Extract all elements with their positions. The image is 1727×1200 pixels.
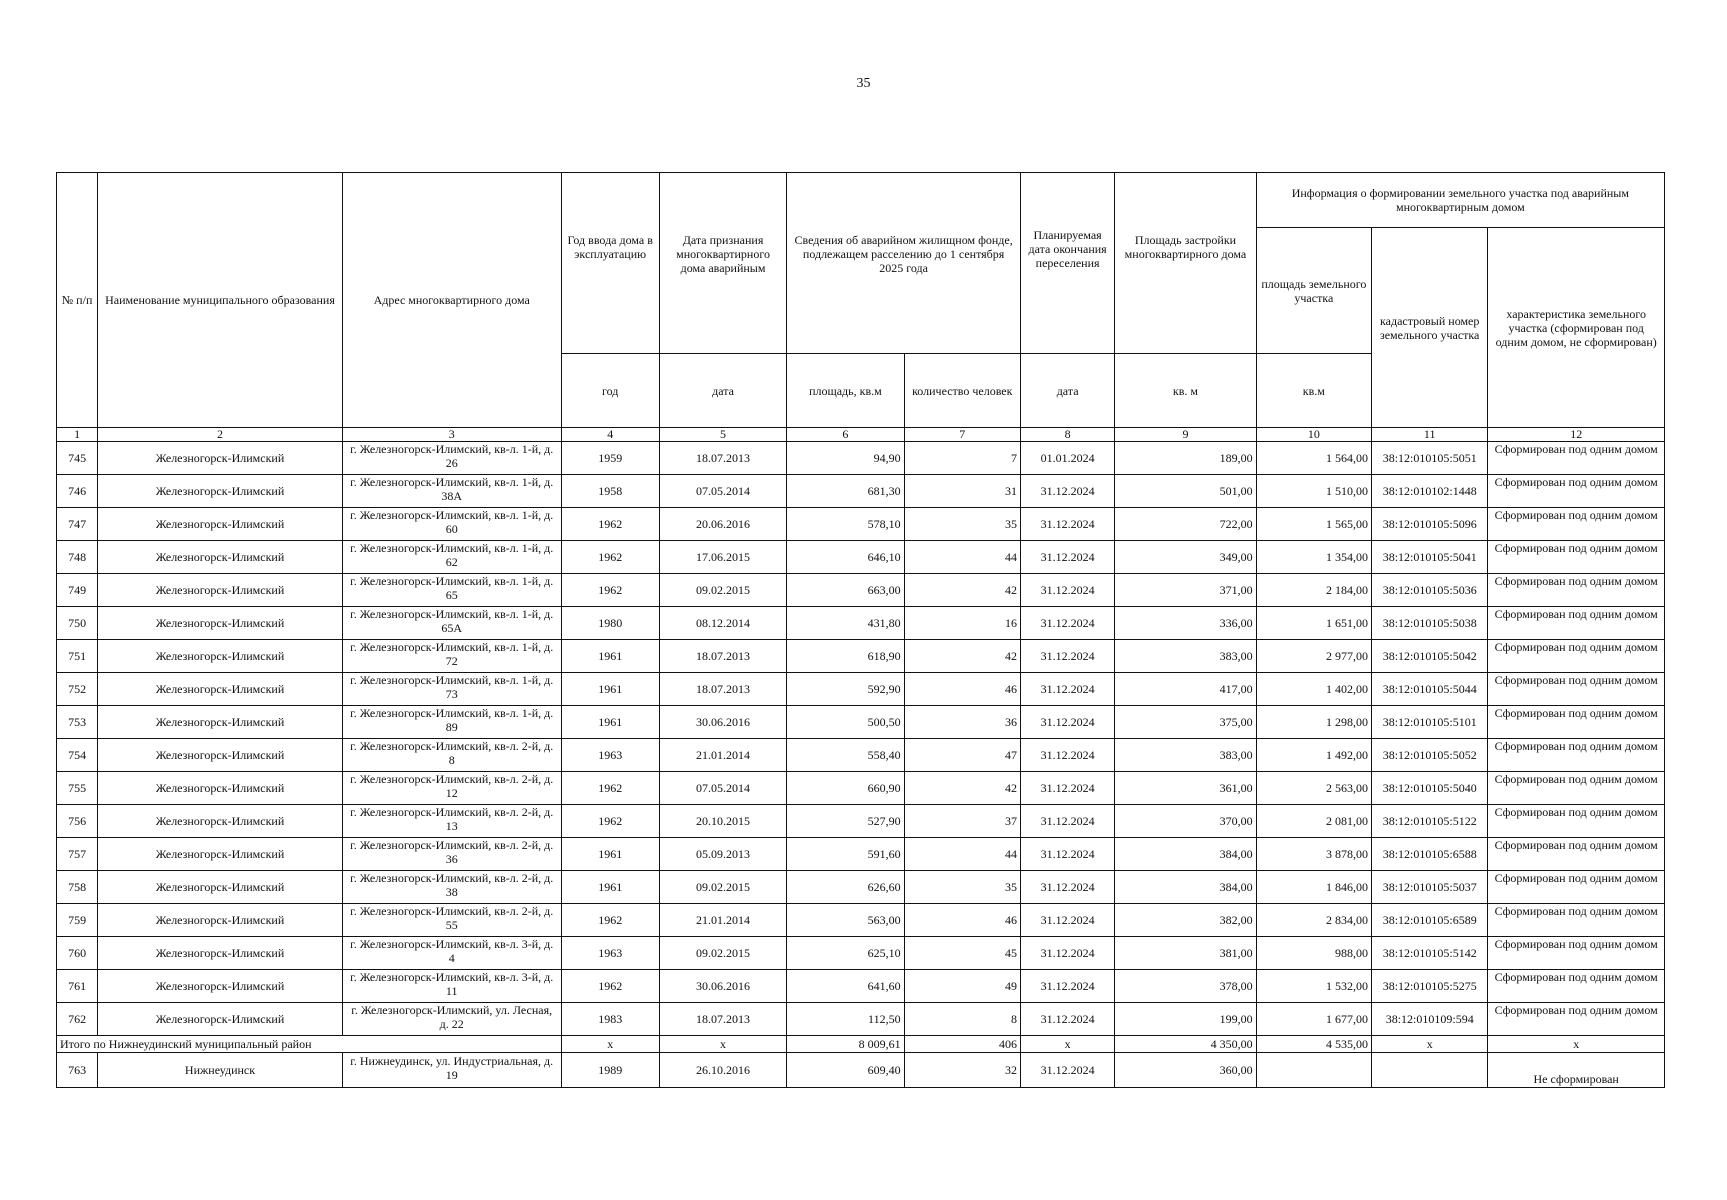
row-num: 745 [57, 442, 98, 475]
row-land-area: 3 878,00 [1256, 838, 1371, 871]
row-building-area: 361,00 [1115, 772, 1256, 805]
table-row [57, 475, 1665, 508]
row-planned-date: 31.12.2024 [1020, 640, 1114, 673]
row-address: г. Железногорск-Илимский, кв-л. 1-й, д. 73 [342, 673, 561, 706]
table-row [57, 607, 1665, 640]
row-area: 663,00 [787, 574, 904, 607]
table-row [57, 838, 1665, 871]
row-num: 747 [57, 508, 98, 541]
row-area: 681,30 [787, 475, 904, 508]
row-land-area: 1 564,00 [1256, 442, 1371, 475]
row-people: 42 [904, 772, 1020, 805]
row-planned-date: 31.12.2024 [1020, 574, 1114, 607]
row-cadastral: 38:12:010105:6589 [1372, 904, 1488, 937]
column-number: 3 [342, 428, 561, 442]
total-cadastral: х [1372, 1036, 1488, 1053]
row-planned-date: 31.12.2024 [1020, 706, 1114, 739]
row-land-area: 1 402,00 [1256, 673, 1371, 706]
row-building-area: 384,00 [1115, 838, 1256, 871]
unit-people: количество человек [904, 354, 1020, 428]
row-land-char: Сформирован под одним домом [1488, 904, 1665, 937]
table-row [57, 739, 1665, 772]
row-planned-date: 31.12.2024 [1020, 541, 1114, 574]
row-area: 641,60 [787, 970, 904, 1003]
row-municipality: Железногорск-Илимский [98, 739, 343, 772]
header-address: Адрес многоквартирного дома [342, 173, 561, 428]
unit-building-area: кв. м [1115, 354, 1256, 428]
row-people: 16 [904, 607, 1020, 640]
row-people: 46 [904, 904, 1020, 937]
row-address: г. Железногорск-Илимский, кв-л. 1-й, д. 60 [342, 508, 561, 541]
row-address: г. Железногорск-Илимский, кв-л. 2-й, д. 38 [342, 871, 561, 904]
row-land-char: Сформирован под одним домом [1488, 937, 1665, 970]
row-address: г. Железногорск-Илимский, кв-л. 1-й, д. 62 [342, 541, 561, 574]
row-area: 646,10 [787, 541, 904, 574]
row-municipality: Железногорск-Илимский [98, 508, 343, 541]
row-address: г. Железногорск-Илимский, кв-л. 2-й, д. 36 [342, 838, 561, 871]
row-planned-date: 31.12.2024 [1020, 1053, 1114, 1088]
header-municipality: Наименование муниципального образования [98, 173, 343, 428]
unit-land-area: кв.м [1256, 354, 1371, 428]
column-number: 6 [787, 428, 904, 442]
row-cadastral: 38:12:010105:5041 [1372, 541, 1488, 574]
row-municipality: Железногорск-Илимский [98, 706, 343, 739]
row-people: 36 [904, 706, 1020, 739]
row-building-area: 336,00 [1115, 607, 1256, 640]
row-people: 35 [904, 871, 1020, 904]
column-number: 1 [57, 428, 98, 442]
row-building-area: 383,00 [1115, 640, 1256, 673]
row-num: 763 [57, 1053, 98, 1088]
row-planned-date: 31.12.2024 [1020, 673, 1114, 706]
table-row [57, 1053, 1665, 1088]
row-cadastral: 38:12:010105:5096 [1372, 508, 1488, 541]
row-year: 1962 [561, 508, 659, 541]
row-recognition-date: 09.02.2015 [659, 574, 786, 607]
total-row [57, 1036, 1665, 1053]
column-number: 9 [1115, 428, 1256, 442]
row-land-char: Сформирован под одним домом [1488, 706, 1665, 739]
row-building-area: 722,00 [1115, 508, 1256, 541]
row-num: 746 [57, 475, 98, 508]
row-land-area [1256, 1053, 1371, 1088]
row-building-area: 370,00 [1115, 805, 1256, 838]
row-building-area: 417,00 [1115, 673, 1256, 706]
row-municipality: Железногорск-Илимский [98, 772, 343, 805]
row-address: г. Железногорск-Илимский, кв-л. 2-й, д. 55 [342, 904, 561, 937]
row-recognition-date: 09.02.2015 [659, 871, 786, 904]
row-recognition-date: 08.12.2014 [659, 607, 786, 640]
row-area: 618,90 [787, 640, 904, 673]
total-building-area: 4 350,00 [1115, 1036, 1256, 1053]
total-pdate: х [1020, 1036, 1114, 1053]
table-row [57, 640, 1665, 673]
row-people: 47 [904, 739, 1020, 772]
row-building-area: 189,00 [1115, 442, 1256, 475]
row-cadastral: 38:12:010102:1448 [1372, 475, 1488, 508]
row-land-area: 2 563,00 [1256, 772, 1371, 805]
row-area: 527,90 [787, 805, 904, 838]
table-row [57, 541, 1665, 574]
row-year: 1962 [561, 970, 659, 1003]
row-people: 35 [904, 508, 1020, 541]
column-number: 2 [98, 428, 343, 442]
row-recognition-date: 30.06.2016 [659, 706, 786, 739]
header-emergency-info: Сведения об аварийном жилищном фонде, подлежащем расселению до 1 сентября 2025 года [787, 173, 1021, 354]
row-land-char: Сформирован под одним домом [1488, 970, 1665, 1003]
row-municipality: Железногорск-Илимский [98, 442, 343, 475]
row-num: 749 [57, 574, 98, 607]
row-recognition-date: 21.01.2014 [659, 904, 786, 937]
row-people: 42 [904, 574, 1020, 607]
row-land-char: Сформирован под одним домом [1488, 442, 1665, 475]
row-recognition-date: 17.06.2015 [659, 541, 786, 574]
header-recognition-date: Дата признания многоквартирного дома аварийным [659, 173, 786, 354]
header-land-area: площадь земельного участка [1256, 228, 1371, 354]
row-municipality: Железногорск-Илимский [98, 970, 343, 1003]
row-address: г. Железногорск-Илимский, кв-л. 1-й, д. 65 [342, 574, 561, 607]
row-land-char: Сформирован под одним домом [1488, 772, 1665, 805]
row-cadastral: 38:12:010105:5037 [1372, 871, 1488, 904]
row-year: 1962 [561, 904, 659, 937]
row-year: 1961 [561, 673, 659, 706]
row-area: 625,10 [787, 937, 904, 970]
table-row [57, 772, 1665, 805]
row-planned-date: 31.12.2024 [1020, 937, 1114, 970]
row-year: 1962 [561, 574, 659, 607]
row-num: 759 [57, 904, 98, 937]
row-recognition-date: 18.07.2013 [659, 640, 786, 673]
row-land-char: Сформирован под одним домом [1488, 871, 1665, 904]
table-body [57, 442, 1665, 1036]
row-year: 1961 [561, 838, 659, 871]
row-recognition-date: 20.06.2016 [659, 508, 786, 541]
row-recognition-date: 21.01.2014 [659, 739, 786, 772]
row-building-area: 383,00 [1115, 739, 1256, 772]
row-num: 755 [57, 772, 98, 805]
row-planned-date: 01.01.2024 [1020, 442, 1114, 475]
row-land-area: 1 651,00 [1256, 607, 1371, 640]
row-address: г. Железногорск-Илимский, кв-л. 1-й, д. 72 [342, 640, 561, 673]
unit-area: площадь, кв.м [787, 354, 904, 428]
row-cadastral: 38:12:010105:6588 [1372, 838, 1488, 871]
total-char: х [1488, 1036, 1665, 1053]
row-building-area: 378,00 [1115, 970, 1256, 1003]
row-num: 748 [57, 541, 98, 574]
row-year: 1989 [561, 1053, 659, 1088]
row-planned-date: 31.12.2024 [1020, 607, 1114, 640]
row-building-area: 371,00 [1115, 574, 1256, 607]
row-municipality: Железногорск-Илимский [98, 1003, 343, 1036]
table-row [57, 442, 1665, 475]
table-row [57, 904, 1665, 937]
row-area: 431,80 [787, 607, 904, 640]
row-planned-date: 31.12.2024 [1020, 970, 1114, 1003]
row-land-area: 1 510,00 [1256, 475, 1371, 508]
row-people: 42 [904, 640, 1020, 673]
header-year-built: Год ввода дома в эксплуатацию [561, 173, 659, 354]
row-recognition-date: 07.05.2014 [659, 772, 786, 805]
row-num: 761 [57, 970, 98, 1003]
row-recognition-date: 05.09.2013 [659, 838, 786, 871]
row-area: 500,50 [787, 706, 904, 739]
table-row [57, 706, 1665, 739]
row-land-char: Сформирован под одним домом [1488, 541, 1665, 574]
row-people: 8 [904, 1003, 1020, 1036]
column-number: 4 [561, 428, 659, 442]
row-num: 756 [57, 805, 98, 838]
row-recognition-date: 30.06.2016 [659, 970, 786, 1003]
row-address: г. Железногорск-Илимский, кв-л. 3-й, д. 11 [342, 970, 561, 1003]
row-cadastral: 38:12:010105:5044 [1372, 673, 1488, 706]
row-address: г. Нижнеудинск, ул. Индустриальная, д. 19 [342, 1053, 561, 1088]
row-address: г. Железногорск-Илимский, кв-л. 1-й, д. 26 [342, 442, 561, 475]
column-number: 8 [1020, 428, 1114, 442]
row-municipality: Железногорск-Илимский [98, 673, 343, 706]
row-address: г. Железногорск-Илимский, кв-л. 1-й, д. 89 [342, 706, 561, 739]
total-label: Итого по Нижнеудинский муниципальный район [57, 1036, 562, 1053]
total-area: 8 009,61 [787, 1036, 904, 1053]
row-recognition-date: 18.07.2013 [659, 673, 786, 706]
row-address: г. Железногорск-Илимский, ул. Лесная, д. 22 [342, 1003, 561, 1036]
row-cadastral: 38:12:010105:5036 [1372, 574, 1488, 607]
row-num: 760 [57, 937, 98, 970]
row-planned-date: 31.12.2024 [1020, 1003, 1114, 1036]
row-land-area: 2 834,00 [1256, 904, 1371, 937]
row-num: 751 [57, 640, 98, 673]
table-row [57, 1003, 1665, 1036]
row-people: 46 [904, 673, 1020, 706]
row-land-area: 988,00 [1256, 937, 1371, 970]
row-land-char: Сформирован под одним домом [1488, 607, 1665, 640]
row-planned-date: 31.12.2024 [1020, 838, 1114, 871]
row-cadastral: 38:12:010105:5038 [1372, 607, 1488, 640]
row-land-area: 1 846,00 [1256, 871, 1371, 904]
row-area: 626,60 [787, 871, 904, 904]
row-year: 1963 [561, 937, 659, 970]
row-land-char: Сформирован под одним домом [1488, 805, 1665, 838]
row-year: 1983 [561, 1003, 659, 1036]
table-row [57, 673, 1665, 706]
row-land-area: 1 677,00 [1256, 1003, 1371, 1036]
row-land-area: 2 184,00 [1256, 574, 1371, 607]
row-building-area: 349,00 [1115, 541, 1256, 574]
row-building-area: 501,00 [1115, 475, 1256, 508]
row-land-area: 1 532,00 [1256, 970, 1371, 1003]
row-land-area: 2 977,00 [1256, 640, 1371, 673]
row-land-char: Сформирован под одним домом [1488, 508, 1665, 541]
row-recognition-date: 20.10.2015 [659, 805, 786, 838]
row-cadastral: 38:12:010105:5275 [1372, 970, 1488, 1003]
unit-planned-date: дата [1020, 354, 1114, 428]
row-building-area: 360,00 [1115, 1053, 1256, 1088]
row-year: 1961 [561, 640, 659, 673]
header-land-char: характеристика земельного участка (сформирован под одним домом, не сформирован) [1488, 228, 1665, 428]
row-area: 592,90 [787, 673, 904, 706]
row-num: 752 [57, 673, 98, 706]
row-land-char: Сформирован под одним домом [1488, 574, 1665, 607]
row-planned-date: 31.12.2024 [1020, 904, 1114, 937]
row-people: 49 [904, 970, 1020, 1003]
row-municipality: Железногорск-Илимский [98, 904, 343, 937]
row-recognition-date: 07.05.2014 [659, 475, 786, 508]
row-municipality: Нижнеудинск [98, 1053, 343, 1088]
table-row [57, 574, 1665, 607]
row-municipality: Железногорск-Илимский [98, 475, 343, 508]
row-cadastral: 38:12:010105:5051 [1372, 442, 1488, 475]
row-area: 591,60 [787, 838, 904, 871]
row-num: 753 [57, 706, 98, 739]
row-cadastral: 38:12:010105:5040 [1372, 772, 1488, 805]
row-planned-date: 31.12.2024 [1020, 475, 1114, 508]
header-land-info: Информация о формировании земельного участка под аварийным многоквартирным домом [1256, 173, 1664, 228]
row-cadastral [1372, 1053, 1488, 1088]
row-people: 32 [904, 1053, 1020, 1088]
header-building-area: Площадь застройки многоквартирного дома [1115, 173, 1256, 354]
row-area: 558,40 [787, 739, 904, 772]
row-land-area: 1 354,00 [1256, 541, 1371, 574]
row-people: 31 [904, 475, 1020, 508]
row-cadastral: 38:12:010105:5052 [1372, 739, 1488, 772]
row-area: 609,40 [787, 1053, 904, 1088]
table-row [57, 871, 1665, 904]
row-area: 563,00 [787, 904, 904, 937]
row-address: г. Железногорск-Илимский, кв-л. 2-й, д. 13 [342, 805, 561, 838]
row-municipality: Железногорск-Илимский [98, 871, 343, 904]
row-num: 754 [57, 739, 98, 772]
row-municipality: Железногорск-Илимский [98, 805, 343, 838]
column-number: 7 [904, 428, 1020, 442]
total-land-area: 4 535,00 [1256, 1036, 1371, 1053]
row-cadastral: 38:12:010105:5101 [1372, 706, 1488, 739]
row-building-area: 384,00 [1115, 871, 1256, 904]
row-people: 7 [904, 442, 1020, 475]
row-num: 762 [57, 1003, 98, 1036]
total-rdate: х [659, 1036, 786, 1053]
row-land-char: Сформирован под одним домом [1488, 475, 1665, 508]
row-land-area: 2 081,00 [1256, 805, 1371, 838]
row-land-area: 1 298,00 [1256, 706, 1371, 739]
table-header [57, 173, 1665, 442]
row-year: 1963 [561, 739, 659, 772]
row-municipality: Железногорск-Илимский [98, 607, 343, 640]
header-num: № п/п [57, 173, 98, 428]
row-land-area: 1 492,00 [1256, 739, 1371, 772]
row-cadastral: 38:12:010109:594 [1372, 1003, 1488, 1036]
row-municipality: Железногорск-Илимский [98, 541, 343, 574]
table-row [57, 970, 1665, 1003]
row-land-area: 1 565,00 [1256, 508, 1371, 541]
row-area: 578,10 [787, 508, 904, 541]
row-year: 1962 [561, 772, 659, 805]
row-num: 750 [57, 607, 98, 640]
row-address: г. Железногорск-Илимский, кв-л. 2-й, д. 8 [342, 739, 561, 772]
row-recognition-date: 18.07.2013 [659, 442, 786, 475]
row-num: 758 [57, 871, 98, 904]
row-cadastral: 38:12:010105:5142 [1372, 937, 1488, 970]
row-people: 44 [904, 838, 1020, 871]
row-land-char: Сформирован под одним домом [1488, 640, 1665, 673]
header-cadastral: кадастровый номер земельного участка [1372, 228, 1488, 428]
table-row [57, 937, 1665, 970]
row-land-char: Сформирован под одним домом [1488, 673, 1665, 706]
table-row [57, 805, 1665, 838]
row-municipality: Железногорск-Илимский [98, 838, 343, 871]
row-year: 1961 [561, 706, 659, 739]
header-planned-date: Планируемая дата окончания переселения [1020, 173, 1114, 354]
row-year: 1958 [561, 475, 659, 508]
column-number: 11 [1372, 428, 1488, 442]
page-number: 35 [856, 76, 871, 91]
row-municipality: Железногорск-Илимский [98, 640, 343, 673]
table-footer [57, 1036, 1665, 1088]
row-address: г. Железногорск-Илимский, кв-л. 3-й, д. 4 [342, 937, 561, 970]
row-area: 660,90 [787, 772, 904, 805]
row-planned-date: 31.12.2024 [1020, 772, 1114, 805]
total-people: 406 [904, 1036, 1020, 1053]
column-number: 12 [1488, 428, 1665, 442]
row-cadastral: 38:12:010105:5042 [1372, 640, 1488, 673]
row-land-char: Не сформирован [1488, 1053, 1665, 1088]
row-people: 37 [904, 805, 1020, 838]
total-year: х [561, 1036, 659, 1053]
unit-date: дата [659, 354, 786, 428]
row-recognition-date: 18.07.2013 [659, 1003, 786, 1036]
row-planned-date: 31.12.2024 [1020, 739, 1114, 772]
column-number-row [57, 428, 1665, 442]
row-building-area: 199,00 [1115, 1003, 1256, 1036]
row-building-area: 382,00 [1115, 904, 1256, 937]
row-people: 45 [904, 937, 1020, 970]
row-year: 1962 [561, 541, 659, 574]
row-planned-date: 31.12.2024 [1020, 871, 1114, 904]
row-planned-date: 31.12.2024 [1020, 508, 1114, 541]
row-land-char: Сформирован под одним домом [1488, 739, 1665, 772]
row-land-char: Сформирован под одним домом [1488, 1003, 1665, 1036]
column-number: 5 [659, 428, 786, 442]
row-year: 1959 [561, 442, 659, 475]
row-building-area: 375,00 [1115, 706, 1256, 739]
row-people: 44 [904, 541, 1020, 574]
row-building-area: 381,00 [1115, 937, 1256, 970]
row-land-char: Сформирован под одним домом [1488, 838, 1665, 871]
row-year: 1962 [561, 805, 659, 838]
row-planned-date: 31.12.2024 [1020, 805, 1114, 838]
row-area: 112,50 [787, 1003, 904, 1036]
row-recognition-date: 26.10.2016 [659, 1053, 786, 1088]
row-year: 1980 [561, 607, 659, 640]
row-address: г. Железногорск-Илимский, кв-л. 1-й, д. 38А [342, 475, 561, 508]
table-row [57, 508, 1665, 541]
emergency-housing-table [56, 172, 1665, 1088]
row-address: г. Железногорск-Илимский, кв-л. 1-й, д. 65А [342, 607, 561, 640]
row-year: 1961 [561, 871, 659, 904]
row-cadastral: 38:12:010105:5122 [1372, 805, 1488, 838]
row-municipality: Железногорск-Илимский [98, 937, 343, 970]
unit-year: год [561, 354, 659, 428]
row-recognition-date: 09.02.2015 [659, 937, 786, 970]
row-municipality: Железногорск-Илимский [98, 574, 343, 607]
row-address: г. Железногорск-Илимский, кв-л. 2-й, д. 12 [342, 772, 561, 805]
row-num: 757 [57, 838, 98, 871]
column-number: 10 [1256, 428, 1371, 442]
row-area: 94,90 [787, 442, 904, 475]
